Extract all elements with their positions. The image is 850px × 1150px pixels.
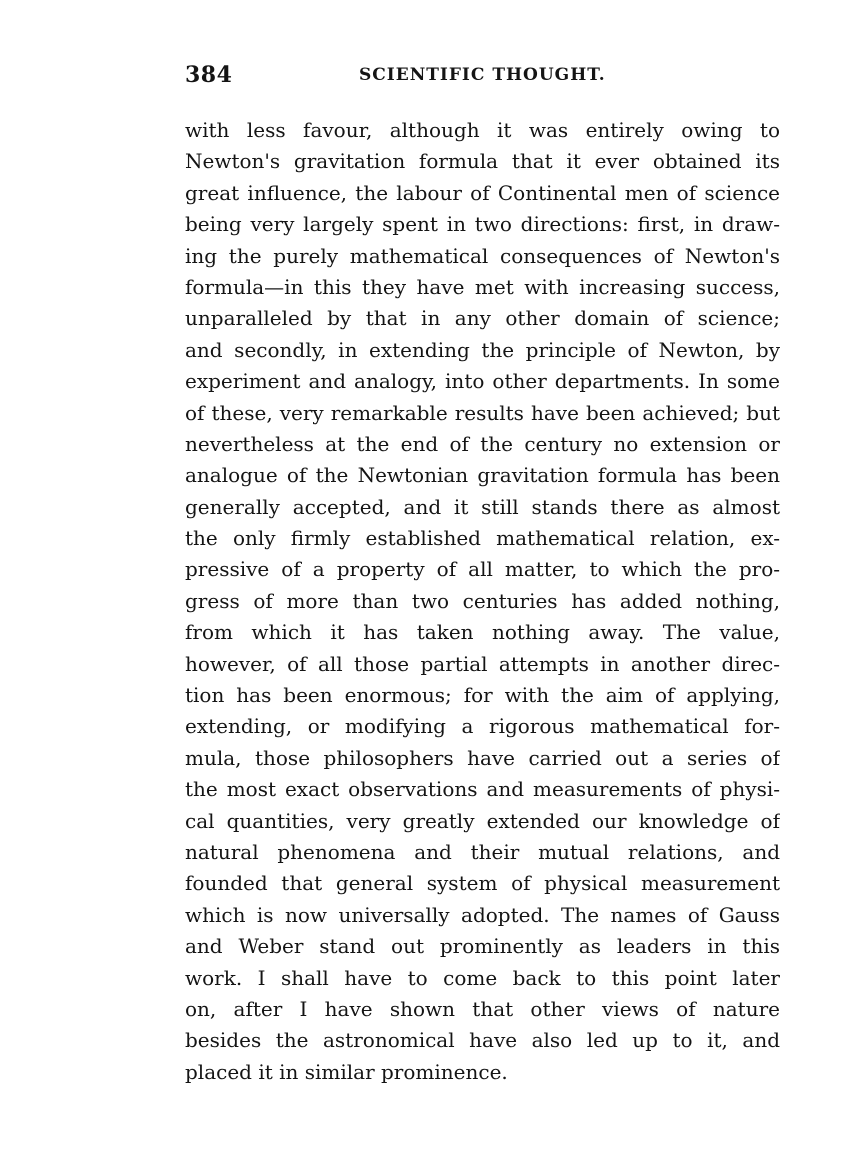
text-line: which is now universally adopted. The names of Gauss	[185, 902, 780, 927]
text-line: of these, very remarkable results have been achieved; but	[185, 400, 780, 425]
text-line: work. I shall have to come back to this point later	[185, 965, 780, 990]
text-line: cal quantities, very greatly extended our knowledge of	[185, 808, 780, 833]
text-line: analogue of the Newtonian gravitation formula has been	[185, 463, 780, 488]
text-line: with less favour, although it was entirely owing to	[185, 118, 780, 142]
text-line: nevertheless at the end of the century no extension or	[185, 431, 780, 456]
text-line: and secondly, in extending the principle of Newton, by	[185, 337, 780, 362]
text-line: pressive of a property of all matter, to which the pro-	[185, 557, 780, 582]
body-paragraph	[185, 115, 780, 1088]
text-line: the most exact observations and measurements of physi-	[185, 777, 780, 802]
text-line: ing the purely mathematical consequences of Newton's	[185, 243, 780, 268]
text-line: besides the astronomical have also led up to it, and	[185, 1028, 780, 1053]
text-line: mula, those philosophers have carried out a series of	[185, 745, 780, 770]
page-number: 384	[185, 62, 233, 88]
running-title: SCIENTIFIC THOUGHT.	[359, 65, 606, 85]
text-line: however, of all those partial attempts in another direc-	[185, 651, 780, 676]
text-line: extending, or modifying a rigorous mathematical for-	[185, 714, 780, 739]
text-line: generally accepted, and it still stands there as almost	[185, 494, 780, 519]
text-line: Newton's gravitation formula that it ever obtained its	[185, 149, 780, 174]
text-line: experiment and analogy, into other departments. In some	[185, 369, 780, 394]
text-line: and Weber stand out prominently as leaders in this	[185, 934, 780, 959]
text-line: natural phenomena and their mutual relations, and	[185, 839, 780, 864]
text-line: the only firmly established mathematical relation, ex-	[185, 526, 780, 551]
text-line: great influence, the labour of Continental men of science	[185, 180, 780, 205]
text-line: founded that general system of physical measurement	[185, 871, 780, 896]
text-line: formula—in this they have met with increasing success,	[185, 274, 780, 299]
text-line: placed it in similar prominence.	[185, 1059, 508, 1084]
text-line: unparalleled by that in any other domain of science;	[185, 306, 780, 331]
text-line: being very largely spent in two directions: first, in draw-	[185, 212, 780, 237]
text-line: tion has been enormous; for with the aim of applying,	[185, 683, 780, 708]
page-header	[185, 62, 780, 96]
text-line: gress of more than two centuries has added nothing,	[185, 588, 780, 613]
text-line: on, after I have shown that other views of nature	[185, 996, 780, 1021]
text-line: from which it has taken nothing away. The value,	[185, 620, 780, 645]
